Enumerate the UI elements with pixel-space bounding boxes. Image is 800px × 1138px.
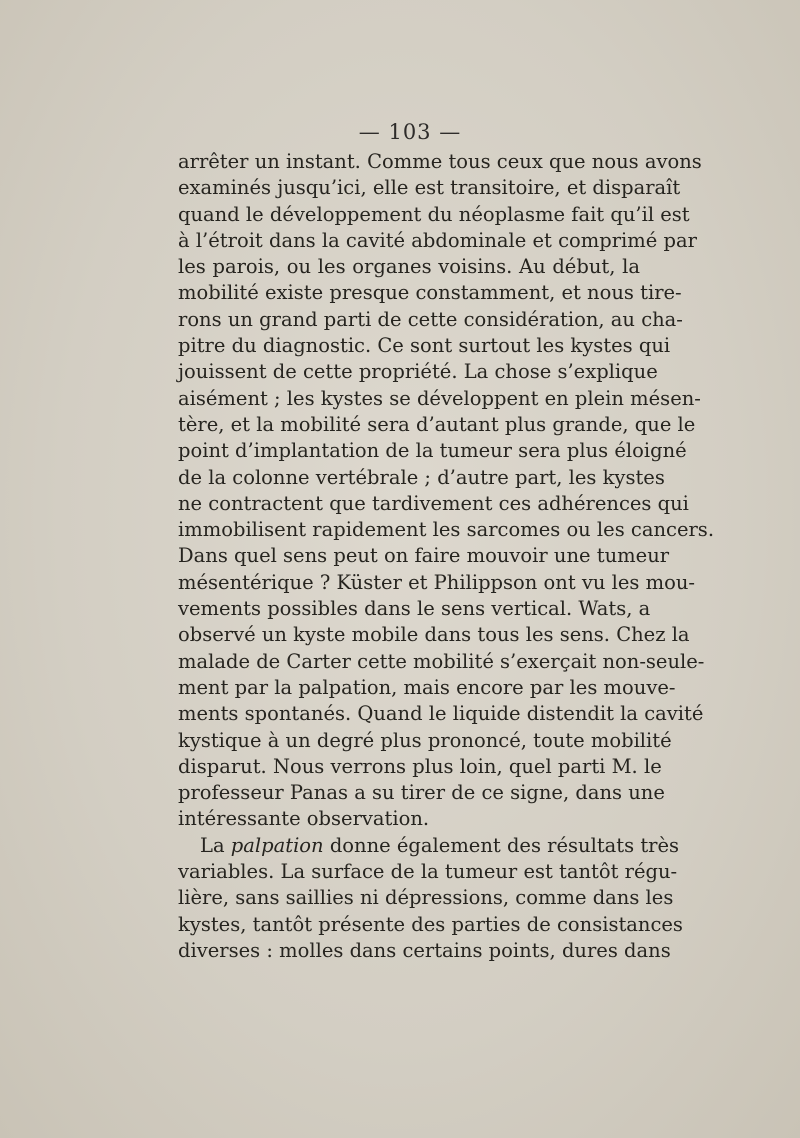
text-line: quand le développement du néoplasme fait qu’il est (178, 202, 690, 226)
text-line: immobilisent rapidement les sarcomes ou les cancers. (178, 518, 715, 542)
text-line: mésentérique ? Küster et Philippson ont vu les mou- (178, 570, 696, 594)
text-line: vements possibles dans le sens vertical. Wats, a (178, 597, 651, 621)
text-line: intéressante observation. (178, 807, 430, 831)
text-line: kystes, tantôt présente des parties de consistances (178, 912, 683, 936)
para2-rest: donne également des résultats très (329, 833, 680, 857)
text-line: rons un grand parti de cette considération, au cha- (178, 307, 683, 331)
text-line: diverses : molles dans certains points, dures dans (178, 938, 671, 962)
text-line: mobilité existe presque constamment, et nous tire- (178, 281, 682, 305)
text-line: Dans quel sens peut on faire mouvoir une tumeur (178, 544, 670, 568)
text-line: à l’étroit dans la cavité abdominale et comprimé par (178, 228, 697, 252)
text-line: ment par la palpation, mais encore par les mouve- (178, 675, 676, 699)
text-line: de la colonne vertébrale ; d’autre part, les kystes (178, 465, 665, 489)
text-line: observé un kyste mobile dans tous les sens. Chez la (178, 623, 690, 647)
text-line: les parois, ou les organes voisins. Au début, la (178, 255, 640, 279)
text-line: examinés jusqu’ici, elle est transitoire, et disparaît (178, 176, 681, 200)
text-line: malade de Carter cette mobilité s’exerçait non-seule- (178, 649, 705, 673)
para2-lead: La (200, 833, 225, 857)
page-number: — 103 — (358, 120, 462, 144)
text-line: pitre du diagnostic. Ce sont surtout les kystes qui (178, 334, 671, 358)
text-line: point d’implantation de la tumeur sera plus éloigné (178, 439, 687, 463)
text-line: kystique à un degré plus prononcé, toute mobilité (178, 728, 672, 752)
text-line: variables. La surface de la tumeur est tantôt régu- (178, 860, 678, 884)
text-line: arrêter un instant. Comme tous ceux que nous avons (178, 150, 702, 173)
text-line: jouissent de cette propriété. La chose s’explique (178, 360, 658, 384)
text-line: professeur Panas a su tirer de ce signe, dans une (178, 781, 665, 805)
text-line: ne contractent que tardivement ces adhérences qui (178, 491, 689, 515)
paragraph-start-line (178, 833, 680, 859)
text-line: lière, sans saillies ni dépressions, comme dans les (178, 886, 674, 910)
text-line: aisément ; les kystes se développent en plein mésen- (178, 386, 701, 410)
italic-term: palpation (230, 833, 324, 857)
text-line: tère, et la mobilité sera d’autant plus grande, que le (178, 412, 696, 436)
body-text (178, 149, 715, 964)
text-line: disparut. Nous verrons plus loin, quel parti M. le (178, 754, 662, 778)
text-line: ments spontanés. Quand le liquide distendit la cavité (178, 702, 704, 726)
